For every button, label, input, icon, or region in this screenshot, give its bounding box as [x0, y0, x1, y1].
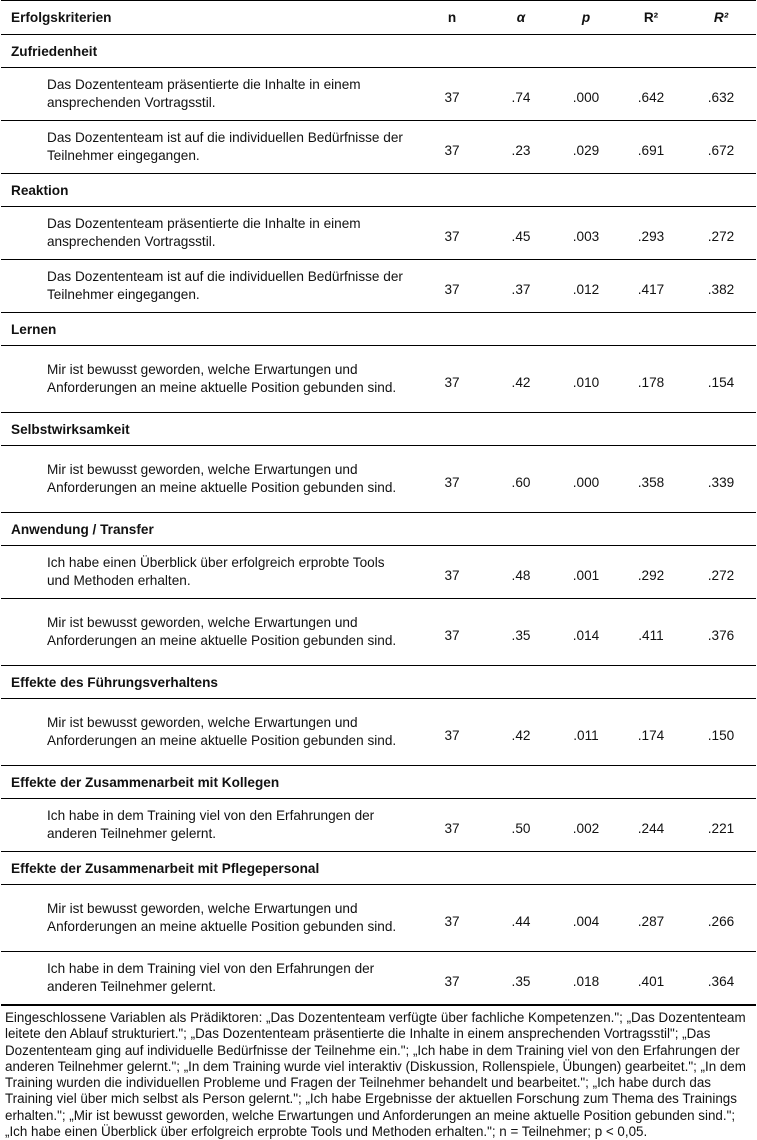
table-row — [1, 546, 756, 599]
table-row — [1, 260, 756, 313]
section-header-row — [1, 413, 756, 446]
table-row — [1, 121, 756, 174]
cell-r-squared-adjusted: .364 — [686, 952, 756, 1005]
cell-p: .000 — [556, 68, 616, 121]
cell-r-squared-adjusted: .376 — [686, 599, 756, 666]
section-header-row — [1, 513, 756, 546]
cell-alpha: .60 — [486, 446, 556, 513]
cell-p: .011 — [556, 699, 616, 766]
header-alpha: α — [486, 1, 556, 35]
cell-r-squared-adjusted: .382 — [686, 260, 756, 313]
section-title: Effekte des Führungsverhaltens — [1, 666, 756, 699]
section-title: Reaktion — [1, 174, 756, 207]
cell-p: .004 — [556, 885, 616, 952]
cell-r-squared-adjusted: .221 — [686, 799, 756, 852]
table-row — [1, 699, 756, 766]
cell-n: 37 — [418, 207, 486, 260]
cell-r-squared: .691 — [616, 121, 686, 174]
item-statement: Mir ist bewusst geworden, welche Erwartungen und Anforderungen an meine aktuelle Position gebunden sind. — [1, 885, 418, 952]
cell-p: .000 — [556, 446, 616, 513]
cell-p: .010 — [556, 346, 616, 413]
cell-n: 37 — [418, 599, 486, 666]
cell-n: 37 — [418, 885, 486, 952]
cell-p: .001 — [556, 546, 616, 599]
item-statement: Ich habe in dem Training viel von den Erfahrungen der anderen Teilnehmer gelernt. — [1, 799, 418, 852]
cell-alpha: .23 — [486, 121, 556, 174]
cell-r-squared: .287 — [616, 885, 686, 952]
table-row — [1, 346, 756, 413]
item-statement: Mir ist bewusst geworden, welche Erwartungen und Anforderungen an meine aktuelle Position gebunden sind. — [1, 446, 418, 513]
cell-alpha: .42 — [486, 346, 556, 413]
item-statement: Mir ist bewusst geworden, welche Erwartungen und Anforderungen an meine aktuelle Position gebunden sind. — [1, 699, 418, 766]
cell-r-squared: .292 — [616, 546, 686, 599]
cell-r-squared: .411 — [616, 599, 686, 666]
cell-alpha: .74 — [486, 68, 556, 121]
table-footnote: Eingeschlossene Variablen als Prädiktoren: „Das Dozententeam verfügte über fachliche Kompetenzen."; „Das Dozententeam leitete den Ablauf strukturiert."; „Das Dozententeam präsentierte die Inhalte in einem ansprechenden Vortragsstil"; „Das Dozententeam ging auf individuelle Bedürfnisse der Teilnehme ein."; „Ich habe in dem Training viel von den Erfahrungen der anderen Teilnehmer gelernt."; „In dem Training wurde viel interaktiv (Diskussion, Rollenspiele, Übungen) gearbeitet."; „In dem Training wurden die individuellen Probleme und Fragen der Teilnehmer behandelt und bearbeitet."; „Ich habe durch das Training viel über mich selbst als Person gelernt."; „Ich habe Ergebnisse der aktuellen Forschung zum Thema des Trainings erhalten."; „Mir ist bewusst geworden, welche Erwartungen und Anforderungen an meine aktuelle Position gebunden sind."; „Ich habe einen Überblick über erfolgreich erprobte Tools und Methoden erhalten."; n = Teilnehmer; p < 0,05. — [1, 1005, 756, 1140]
cell-n: 37 — [418, 546, 486, 599]
section-header-row — [1, 852, 756, 885]
section-header-row — [1, 174, 756, 207]
cell-r-squared: .174 — [616, 699, 686, 766]
section-title: Effekte der Zusammenarbeit mit Pflegepersonal — [1, 852, 756, 885]
table-body — [1, 35, 756, 1005]
table-row — [1, 599, 756, 666]
cell-r-squared: .417 — [616, 260, 686, 313]
cell-alpha: .35 — [486, 599, 556, 666]
item-statement: Mir ist bewusst geworden, welche Erwartungen und Anforderungen an meine aktuelle Position gebunden sind. — [1, 346, 418, 413]
results-table — [1, 0, 756, 1005]
item-statement: Das Dozententeam ist auf die individuellen Bedürfnisse der Teilnehmer eingegangen. — [1, 260, 418, 313]
item-statement: Ich habe einen Überblick über erfolgreich erprobte Tools und Methoden erhalten. — [1, 546, 418, 599]
cell-p: .018 — [556, 952, 616, 1005]
cell-n: 37 — [418, 346, 486, 413]
cell-r-squared: .178 — [616, 346, 686, 413]
header-p: p — [556, 1, 616, 35]
header-r-squared: R² — [616, 1, 686, 35]
cell-n: 37 — [418, 446, 486, 513]
cell-r-squared-adjusted: .632 — [686, 68, 756, 121]
table-row — [1, 207, 756, 260]
cell-n: 37 — [418, 799, 486, 852]
item-statement: Das Dozententeam präsentierte die Inhalte in einem ansprechenden Vortragsstil. — [1, 207, 418, 260]
cell-r-squared-adjusted: .272 — [686, 207, 756, 260]
item-statement: Das Dozententeam ist auf die individuellen Bedürfnisse der Teilnehmer eingegangen. — [1, 121, 418, 174]
cell-p: .003 — [556, 207, 616, 260]
cell-alpha: .44 — [486, 885, 556, 952]
section-title: Anwendung / Transfer — [1, 513, 756, 546]
section-header-row — [1, 766, 756, 799]
item-statement: Mir ist bewusst geworden, welche Erwartungen und Anforderungen an meine aktuelle Position gebunden sind. — [1, 599, 418, 666]
cell-p: .012 — [556, 260, 616, 313]
cell-alpha: .48 — [486, 546, 556, 599]
section-title: Selbstwirksamkeit — [1, 413, 756, 446]
cell-alpha: .35 — [486, 952, 556, 1005]
cell-alpha: .50 — [486, 799, 556, 852]
cell-n: 37 — [418, 260, 486, 313]
section-header-row — [1, 666, 756, 699]
header-r-squared-adjusted: R² — [686, 1, 756, 35]
table-row — [1, 68, 756, 121]
table-row — [1, 799, 756, 852]
item-statement: Das Dozententeam präsentierte die Inhalte in einem ansprechenden Vortragsstil. — [1, 68, 418, 121]
cell-r-squared: .401 — [616, 952, 686, 1005]
cell-alpha: .45 — [486, 207, 556, 260]
cell-r-squared: .642 — [616, 68, 686, 121]
cell-n: 37 — [418, 699, 486, 766]
section-title: Effekte der Zusammenarbeit mit Kollegen — [1, 766, 756, 799]
cell-n: 37 — [418, 121, 486, 174]
table-row — [1, 952, 756, 1005]
item-statement: Ich habe in dem Training viel von den Erfahrungen der anderen Teilnehmer gelernt. — [1, 952, 418, 1005]
cell-r-squared-adjusted: .266 — [686, 885, 756, 952]
cell-r-squared-adjusted: .154 — [686, 346, 756, 413]
header-row — [1, 1, 756, 35]
table-row — [1, 885, 756, 952]
cell-p: .029 — [556, 121, 616, 174]
section-header-row — [1, 35, 756, 68]
header-criteria: Erfolgskriterien — [1, 1, 418, 35]
cell-p: .014 — [556, 599, 616, 666]
cell-alpha: .37 — [486, 260, 556, 313]
table-row — [1, 446, 756, 513]
cell-alpha: .42 — [486, 699, 556, 766]
cell-r-squared-adjusted: .339 — [686, 446, 756, 513]
section-title: Lernen — [1, 313, 756, 346]
cell-r-squared: .244 — [616, 799, 686, 852]
cell-r-squared-adjusted: .150 — [686, 699, 756, 766]
cell-r-squared-adjusted: .672 — [686, 121, 756, 174]
header-n: n — [418, 1, 486, 35]
cell-n: 37 — [418, 952, 486, 1005]
cell-p: .002 — [556, 799, 616, 852]
cell-r-squared: .358 — [616, 446, 686, 513]
section-title: Zufriedenheit — [1, 35, 756, 68]
cell-r-squared: .293 — [616, 207, 686, 260]
cell-r-squared-adjusted: .272 — [686, 546, 756, 599]
cell-n: 37 — [418, 68, 486, 121]
section-header-row — [1, 313, 756, 346]
